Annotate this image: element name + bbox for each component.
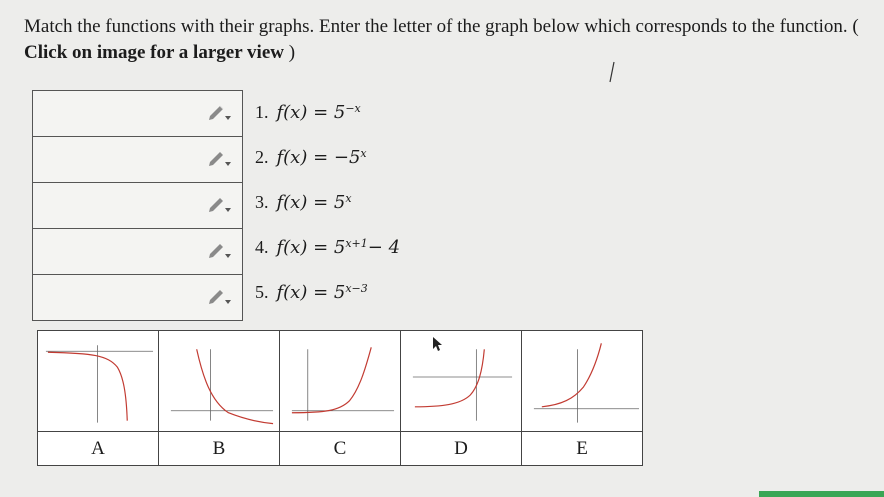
answer-input-1[interactable] — [33, 91, 203, 135]
answer-row-4 — [33, 229, 243, 275]
answer-row-1 — [33, 91, 243, 137]
graph-label-b: B — [159, 432, 280, 465]
graph-label-e: E — [576, 437, 588, 459]
function-item-2 — [255, 135, 400, 180]
pencil-dropdown-icon[interactable] — [206, 103, 232, 123]
graph-a[interactable] — [38, 331, 159, 431]
function-expression: f(x) = 5 — [276, 237, 346, 258]
graph-b[interactable] — [159, 331, 280, 431]
graph-b-plot — [159, 331, 279, 431]
instructions-text: Match the functions with their graphs. Enter the letter of the graph below which corresponds to the function. ( — [24, 16, 859, 37]
graph-label-d: D — [401, 432, 522, 465]
graph-label-row — [38, 432, 642, 465]
function-number: 5. — [255, 282, 269, 302]
pencil-dropdown-icon[interactable] — [206, 195, 232, 215]
larger-view-link[interactable]: Click on image for a larger view — [24, 42, 284, 63]
answer-input-2[interactable] — [33, 137, 203, 181]
progress-bar — [759, 491, 884, 497]
answer-row-2 — [33, 137, 243, 183]
function-item-3 — [255, 180, 400, 225]
graph-row — [38, 331, 642, 432]
function-number: 4. — [255, 237, 269, 257]
function-item-5 — [255, 270, 400, 315]
graph-d-plot — [401, 331, 521, 431]
pencil-dropdown-icon[interactable] — [206, 149, 232, 169]
function-item-1 — [255, 90, 400, 135]
answer-input-3[interactable] — [33, 183, 203, 227]
answer-inputs — [32, 90, 243, 321]
function-number: 3. — [255, 192, 269, 212]
answer-row-3 — [33, 183, 243, 229]
instructions — [24, 14, 874, 66]
graph-c[interactable] — [280, 331, 401, 431]
function-number: 1. — [255, 102, 269, 122]
function-expression: f(x) = 5 — [276, 102, 346, 123]
function-expression: f(x) = −5 — [276, 147, 361, 168]
graph-e-plot — [522, 331, 642, 431]
function-expression: f(x) = 5 — [276, 192, 346, 213]
answer-input-5[interactable] — [33, 275, 203, 319]
graph-a-plot — [38, 331, 158, 431]
pencil-dropdown-icon[interactable] — [206, 287, 232, 307]
mouse-pointer-icon — [432, 336, 444, 352]
function-exponent: x — [360, 147, 367, 160]
graph-c-plot — [280, 331, 400, 431]
instructions-close: ) — [283, 42, 296, 63]
graph-label-c: C — [280, 432, 401, 465]
graph-label-a: A — [38, 432, 159, 465]
graph-d[interactable] — [401, 331, 522, 431]
function-list — [255, 90, 400, 315]
answer-row-5 — [33, 275, 243, 321]
function-exponent: x−3 — [345, 282, 368, 295]
function-expression: f(x) = 5 — [276, 282, 346, 303]
function-exponent: x+1 — [345, 237, 368, 250]
function-exponent: −x — [345, 102, 361, 115]
function-number: 2. — [255, 147, 269, 167]
function-item-4 — [255, 225, 400, 270]
graph-table[interactable] — [37, 330, 643, 466]
text-cursor-icon — [606, 60, 618, 84]
function-exponent: x — [345, 192, 352, 205]
answer-input-4[interactable] — [33, 229, 203, 273]
pencil-dropdown-icon[interactable] — [206, 241, 232, 261]
function-tail: − 4 — [367, 237, 401, 258]
graph-e[interactable] — [522, 331, 642, 431]
